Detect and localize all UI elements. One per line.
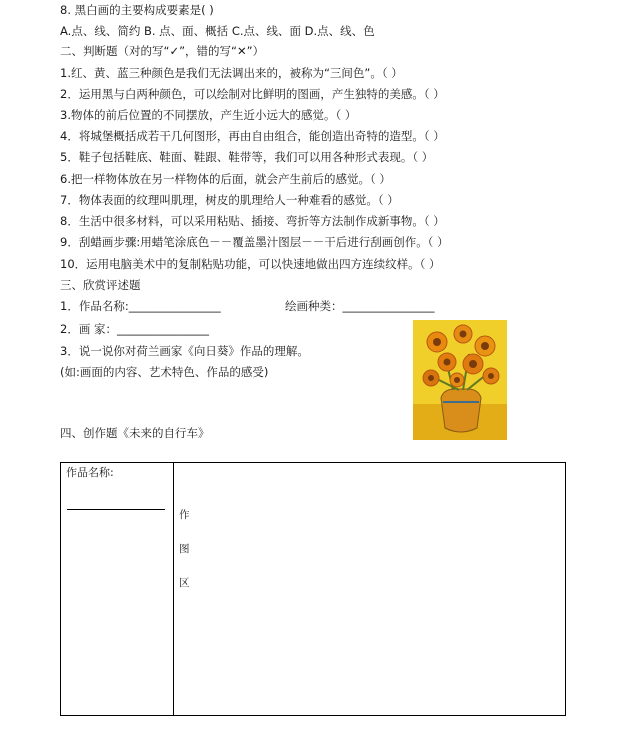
judge-item-5: 5．鞋子包括鞋底、鞋面、鞋跟、鞋带等，我们可以用各种形式表现。（ ） [60,150,434,164]
section-4-title: 四、创作题《未来的自行车》 [60,426,210,440]
judge-item-7: 7．物体表面的纹理叫肌理，树皮的肌理给人一种难看的感觉。（ ） [60,193,399,207]
sunflowers-painting-image [413,320,507,440]
creation-answer-box [60,462,566,716]
judge-item-3: 3.物体的前后位置的不同摆放，产生近小远大的感觉。（ ） [60,108,357,122]
draw-area-char-1: 作 [179,509,190,521]
box-divider [173,463,174,715]
judge-item-2: 2．运用黑与白两种颜色，可以绘制对比鲜明的图画，产生独特的美感。（ ） [60,87,445,101]
work-name-underline [67,509,165,510]
artwork-name-field: 1．作品名称:________________ [60,299,221,313]
judge-item-6: 6.把一样物体放在另一样物体的后面，就会产生前后的感觉。（ ） [60,172,391,186]
section-3-title: 三、欣赏评述题 [60,278,141,292]
sunflowers-painting-art [413,320,507,440]
judge-item-8: 8．生活中很多材料，可以采用粘贴、插接、弯折等方法制作成新事物。（ ） [60,214,445,228]
question-3-hint: (如:画面的内容、艺术特色、作品的感受) [60,365,269,379]
question-8-stem: 8. 黑白画的主要构成要素是( ) [60,3,214,17]
section-2-title: 二、判断题（对的写“✓”，错的写“✕”） [60,44,265,58]
judge-item-1: 1.红、黄、蓝三种颜色是我们无法调出来的，被称为“三间色”。（ ） [60,66,403,80]
judge-item-9: 9．刮蜡画步骤:用蜡笔涂底色－－覆盖墨汁图层－－干后进行刮画创作。（ ） [60,235,449,249]
question-3-prompt: 3．说一说你对荷兰画家《向日葵》作品的理解。 [60,344,309,358]
painting-type-field: 绘画种类：________________ [285,299,435,313]
judge-item-4: 4．将城堡概括成若干几何图形，再由自由组合，能创造出奇特的造型。（ ） [60,129,445,143]
painter-field: 2．画 家：________________ [60,322,209,336]
question-8-options: A.点、线、简约 B. 点、面、概括 C.点、线、面 D.点、线、色 [60,24,375,38]
draw-area-char-2: 图 [179,543,190,555]
draw-area-char-3: 区 [179,577,190,589]
judge-item-10: 10．运用电脑美术中的复制粘贴功能，可以快速地做出四方连续纹样。（ ） [60,257,441,271]
work-name-label: 作品名称: [66,466,114,479]
